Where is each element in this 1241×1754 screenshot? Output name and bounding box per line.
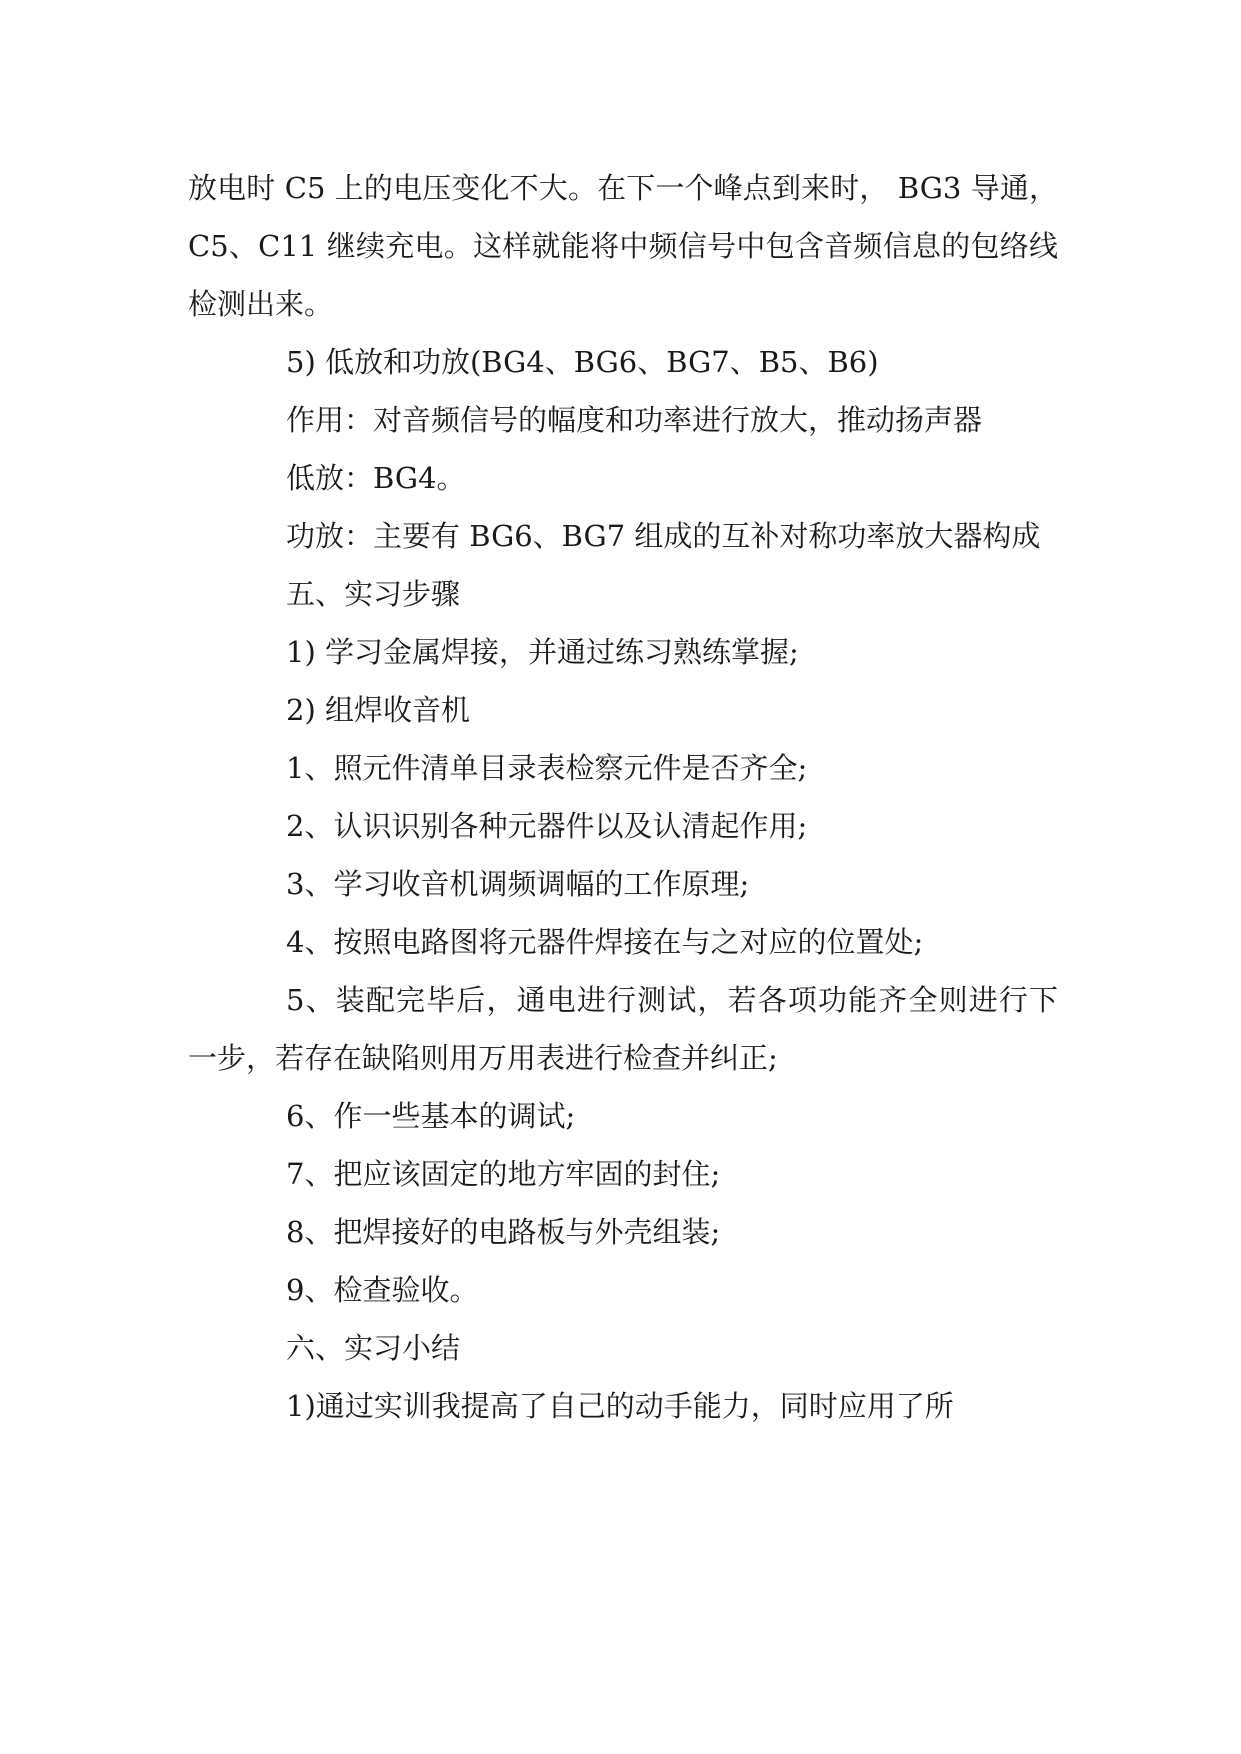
list-item-substep-2: 2、认识识别各种元器件以及认清起作用; <box>286 809 808 843</box>
list-item-substep-6: 6、作一些基本的调试; <box>286 1099 576 1133</box>
list-item-step-2: 2) 组焊收音机 <box>286 693 470 727</box>
list-item-substep-7: 7、把应该固定的地方牢固的封住; <box>286 1157 721 1191</box>
section-heading-summary: 六、实习小结 <box>286 1331 461 1365</box>
paragraph-amplifier-heading: 5) 低放和功放(BG4、BG6、BG7、B5、B6) <box>286 345 879 379</box>
list-item-substep-3: 3、学习收音机调频调幅的工作原理; <box>286 867 750 901</box>
list-item-substep-4: 4、按照电路图将元器件焊接在与之对应的位置处; <box>286 925 924 959</box>
list-item-substep-5: 5、装配完毕后，通电进行测试，若各项功能齐全则进行下一步，若存在缺陷则用万用表进行检查并纠正; <box>188 983 1058 1075</box>
list-item-step-1: 1) 学习金属焊接，并通过练习熟练掌握; <box>286 635 799 669</box>
list-item-substep-1: 1、照元件清单目录表检察元件是否齐全; <box>286 751 808 785</box>
section-heading-steps: 五、实习步骤 <box>286 577 461 611</box>
document-body <box>188 159 1068 1435</box>
paragraph-summary-1: 1)通过实训我提高了自己的动手能力，同时应用了所 <box>286 1389 954 1423</box>
paragraph-amplifier-function: 作用：对音频信号的幅度和功率进行放大，推动扬声器 <box>286 403 983 437</box>
paragraph-envelope-detection: 放电时 C5 上的电压变化不大。在下一个峰点到来时， BG3 导通， C5、C11 继续充电。这样就能将中频信号中包含音频信息的包络线检测出来。 <box>188 171 1068 321</box>
list-item-substep-9: 9、检查验收。 <box>286 1273 479 1307</box>
paragraph-low-amp: 低放：BG4。 <box>286 461 466 495</box>
list-item-substep-8: 8、把焊接好的电路板与外壳组装; <box>286 1215 721 1249</box>
paragraph-power-amp: 功放：主要有 BG6、BG7 组成的互补对称功率放大器构成 <box>286 519 1041 553</box>
